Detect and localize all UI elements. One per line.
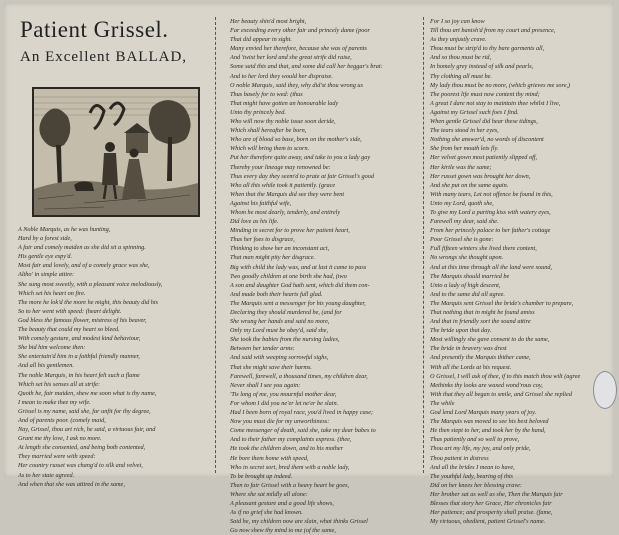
verse-line: O noble Marquis, said they, why did'st thou wrong us xyxy=(230,81,363,89)
verse-line: To be brought up indeed. xyxy=(230,472,293,480)
verse-column-3 xyxy=(430,17,580,526)
verse-line: Unto a lady of high descent, xyxy=(430,281,501,289)
verse-line: When that the Marquis did see they were bent xyxy=(230,190,345,198)
verse-line: The Marquis sent Grissel the bride's chamber to prepare, xyxy=(430,299,574,307)
verse-line: She wrung her hands and said no more, xyxy=(230,318,330,326)
verse-line: Whom he most dearly, tenderly, and entirely xyxy=(230,208,341,216)
verse-line: Between her tender arms: xyxy=(230,345,295,353)
verse-line: And of parents poor. (comely maid, xyxy=(18,416,106,424)
verse-line: Many envied her therefore, because she was of parents xyxy=(230,45,367,53)
verse-line: As to her state agreed. xyxy=(18,471,75,479)
verse-line: And to the same did all agree. xyxy=(430,290,505,298)
verse-line: O Grissel, I will ask of thee, if to this match thou wilt (agree xyxy=(430,372,581,380)
verse-line: Who will now thy noble issue soon deride, xyxy=(230,118,336,126)
verse-line: Against my Grissel such foes I find. xyxy=(430,108,519,116)
verse-line: Had I been born of royal race, you'd lived in happy case; xyxy=(230,409,374,417)
verse-line: 'Tis long of me, you mournful mother dear, xyxy=(230,390,337,398)
verse-line: And made both their hearts full glad. xyxy=(230,290,323,298)
verse-line: Nothing she answer'd, no words of discontent xyxy=(430,136,544,144)
verse-line: To give my Lord a parting kiss with watery eyes, xyxy=(430,208,551,216)
verse-line: And all the brides I mean to have, xyxy=(430,463,515,471)
verse-line: Thou must be strip'd to thy bare garments all, xyxy=(430,45,545,53)
verse-line: Did love as his life. xyxy=(230,218,279,226)
verse-line: Against his faithful wife, xyxy=(230,199,292,207)
verse-line: A Noble Marquis, as he was hunting, xyxy=(18,226,111,233)
ballad-title: Patient Grissel. xyxy=(20,17,169,42)
verse-line: And at this time through all the land were sound, xyxy=(430,263,553,271)
verse-line: That did appear in sight. xyxy=(230,36,292,44)
verse-line: Unto thy princely bed. xyxy=(230,108,286,116)
verse-line: Put her therefore quite away, and take to you a lady gay xyxy=(230,154,371,162)
verse-line: Which will bring them to scorn. xyxy=(230,145,310,153)
column-divider xyxy=(215,17,216,473)
verse-line: He then stept to her, and took her by the hand, xyxy=(430,427,546,435)
verse-line: He bore them home with speed, xyxy=(230,454,309,462)
verse-line: Blesses that story her Grace, Her chronicles fair xyxy=(430,499,552,507)
verse-line: In homely grey instead of silk and pearls, xyxy=(430,63,534,71)
library-stamp xyxy=(593,371,617,409)
verse-line: With comely gesture, and modest kind behaviour, xyxy=(18,335,141,343)
verse-line: My virtuous, obedient, patient Grissel's name. xyxy=(430,518,546,526)
verse-line: And so thou must be rid, xyxy=(430,54,492,62)
verse-line: And when that she was attired in the same, xyxy=(18,480,125,488)
verse-line: And said with weeping sorrowful sighs, xyxy=(230,354,329,362)
verse-line: Come messenger of death, said she, take my dear babes to xyxy=(230,427,376,435)
verse-line: With many tears, Let not offence be found in this, xyxy=(430,190,553,198)
verse-line: And that in friendly sort the sound attire xyxy=(430,318,531,326)
verse-line: Thou art my life, my joy, and only pride, xyxy=(430,445,531,453)
verse-line: Who are of blood so base, born on the mother's side, xyxy=(230,136,362,144)
verse-line: From her princely palace to her father's cottage xyxy=(430,227,551,235)
verse-line: Poor Grissel she is gone: xyxy=(430,236,494,244)
verse-line: Said he, my children now are slain, what thinks Grissel xyxy=(230,518,368,526)
verse-line: They married were with speed: xyxy=(18,453,96,461)
verse-line: Now you must die for my unworthiness: xyxy=(230,418,330,426)
verse-line: Farewell my dear, said she. xyxy=(430,218,499,226)
verse-line: She took the babies from the nursing ladies, xyxy=(230,336,340,344)
verse-line: That she might save their harms. xyxy=(230,363,312,371)
verse-line: Unto my Lord, quoth she, xyxy=(430,199,494,207)
verse-line: A pleasant gesture and a good life shows, xyxy=(230,499,334,507)
verse-line: She bid him welcome then: xyxy=(18,344,86,352)
verse-line: The youthful lady, bearing of this xyxy=(430,472,513,480)
verse-line: At length she consented, and being both contented, xyxy=(18,444,146,452)
verse-line: A fair and comely maiden as she did sit a spinning. xyxy=(18,244,146,252)
verse-column-1 xyxy=(18,225,162,489)
verse-line: Her russet gown was brought her down, xyxy=(430,172,531,180)
verse-line: Her patience; and prosperity shall praise. (fame, xyxy=(430,509,553,517)
verse-line: Quoth he, fair maiden, shew me soon what is thy name, xyxy=(18,389,157,397)
verse-line: Who all this while took it patiently. (grace xyxy=(230,181,336,189)
verse-line: Her velvet gown most patiently slipped off, xyxy=(430,154,538,162)
verse-line: Her country russet was chang'd to silk and velvet, xyxy=(18,462,143,470)
verse-line: Where she sat mildly all alone: xyxy=(230,490,308,498)
verse-line: Who in secret sort, bred them with a noble lady, xyxy=(230,463,350,471)
verse-line: His gentle eye espy'd. xyxy=(18,253,73,261)
verse-line: That might have gotten an honourable lady xyxy=(230,99,339,107)
verse-line: Which set his senses all at strife: xyxy=(18,380,100,388)
verse-line: The bride in bravery was drest xyxy=(430,345,507,353)
verse-line: With that they all began to smile, and Grissel she replied xyxy=(430,390,572,398)
verse-line: He took the children down, and to his mother xyxy=(230,445,344,453)
verse-line: Which shall hereafter be born, xyxy=(230,127,307,135)
verse-line: Her brother sat as well as she, Then the Marquis fair xyxy=(430,490,563,498)
verse-line: Declaring they should murdered be, (and for xyxy=(230,309,342,316)
verse-line: The beauty that could my heart so bleed. xyxy=(18,326,120,334)
verse-line: Most fair and lovely, and of a comely grace was she, xyxy=(18,262,150,270)
verse-line: Thy clothing all must be. xyxy=(430,72,492,80)
verse-line: The while xyxy=(430,399,455,407)
verse-line: Minding in secret for to prove her patient heart, xyxy=(230,227,350,235)
verse-line: Go now shew thy mind to me (of the same, xyxy=(230,527,336,535)
verse-line: Till thou art banish'd from my court and presence, xyxy=(430,27,556,35)
column-divider xyxy=(423,17,424,473)
verse-line: And all his gentlemen. xyxy=(18,362,74,370)
verse-line: Methinks thy looks are waxed wond'rous coy, xyxy=(430,381,543,389)
verse-line: That nothing that in might be found amiss xyxy=(430,309,535,316)
verse-line: Grant me thy love, I ask no more. xyxy=(18,435,102,443)
verse-line: For I so joy can know xyxy=(430,18,485,25)
verse-line: Nay, Grissel, thou art rich, he said, a virtuous fair, and xyxy=(18,426,156,434)
verse-line: Thus basely for to wed: (thus xyxy=(230,90,303,98)
verse-line: Thus her foes to disgrace, xyxy=(230,236,295,244)
verse-line: Grissel is my name, said she, far unfit for thy degree, xyxy=(18,407,151,415)
verse-line: Farewell, farewell, a thousand times, my children dear, xyxy=(230,372,368,380)
verse-line: Thou patient in distress xyxy=(430,454,489,462)
verse-line: The Marquis should married be xyxy=(430,272,510,280)
verse-line: God lend Lord Marquis many years of joy. xyxy=(430,409,537,417)
verse-line: The noble Marquis, in his heart felt such a flame xyxy=(18,371,140,379)
verse-line: Full fifteen winters she lived there content, xyxy=(430,245,537,253)
broadside-sheet xyxy=(4,3,614,535)
woodcut-illustration xyxy=(32,87,200,217)
verse-line: Did on her knees her blessing crave: xyxy=(430,481,522,489)
verse-line: The Marquis sent a messenger for his young daughter, xyxy=(230,299,366,307)
verse-line: The Marquis was moved to see his best beloved xyxy=(430,418,549,426)
verse-line: And to her lord they would her dispraise. xyxy=(230,72,333,80)
verse-line: A son and daughter God hath sent, which did them con- xyxy=(230,281,370,289)
verse-line: She sung most sweetly, with a pleasant voice melodiously, xyxy=(18,280,163,288)
verse-line: So to her went with speed: (heart delight. xyxy=(18,307,122,315)
verse-line: The tears stood in her eyes, xyxy=(430,127,499,135)
verse-line: Hard by a forest side, xyxy=(18,235,72,243)
verse-line: For whom I did you ne'er let ne'er be slain. xyxy=(230,399,339,407)
column-3 xyxy=(430,3,608,526)
verse-column-2 xyxy=(230,17,383,535)
verse-line: When gentle Grissel did hear these tidings, xyxy=(430,118,538,126)
verse-line: With all the Lords at his request. xyxy=(430,363,512,371)
ballad-subtitle: An Excellent BALLAD, xyxy=(20,49,188,65)
verse-line: And presently the Marquis thither came, xyxy=(430,354,531,362)
verse-line: God bless the famous flower, mistress of his beaver, xyxy=(18,316,147,324)
verse-line: Altho' in simple attire: xyxy=(18,271,75,279)
verse-line: Her kirtle was the same; xyxy=(430,163,492,171)
verse-line: And to their father my complaints express. (thee, xyxy=(230,436,352,444)
verse-line: And 'twixt her lord and she great strife did raise, xyxy=(230,54,352,62)
verse-line: The bride upon that day. xyxy=(430,327,492,335)
verse-line: I mean to make thee my wife. xyxy=(18,398,91,406)
verse-line: Which set his heart on fire. xyxy=(18,289,86,297)
column-1 xyxy=(18,3,206,488)
column-2 xyxy=(230,3,415,535)
verse-line: And she put on the same again. xyxy=(430,181,509,189)
verse-line: The poorest life must now content thy mind; xyxy=(430,90,540,98)
verse-line: Then to fair Grissel with a heavy heart he goes, xyxy=(230,481,350,489)
verse-line: Thereby your lineage may renowned be: xyxy=(230,163,331,171)
verse-line: Big with child the lady was, and at last it came to pass xyxy=(230,263,367,271)
verse-line: Thus patiently and so well to prove, xyxy=(430,436,520,444)
verse-line: Most willingly she gave consent to do the same, xyxy=(430,336,550,344)
verse-line: Far exceeding every other fair and princely dame (poor xyxy=(230,27,370,35)
verse-line: The more he lok'd the more he might, this beauty did his xyxy=(18,298,159,306)
verse-line: She from her mouth lets fly. xyxy=(430,145,499,153)
verse-line: A great I dare not stay to maintain thee whilst I live, xyxy=(430,99,561,107)
verse-line: As if no grief she had known. xyxy=(230,509,303,517)
verse-line: Thinking to show her an inconstant act, xyxy=(230,245,330,253)
verse-line: That man might pity her disgrace. xyxy=(230,254,316,262)
verse-line: As they unjustly crave. xyxy=(430,36,487,44)
verse-line: My lady thou must be no more, (which grieves me sore,) xyxy=(430,81,571,89)
verse-line: No wrongs she thought upon. xyxy=(430,254,504,262)
verse-line: She entertain'd him in a faithful friendly manner, xyxy=(18,353,140,361)
verse-line: Some said this and that, and some did call her beggar's brat: xyxy=(230,63,383,71)
woodcut-image xyxy=(34,89,198,215)
verse-line: Her beauty shin'd most bright, xyxy=(230,18,307,25)
verse-line: Two goodly children at one birth she had, (two xyxy=(230,272,347,280)
verse-line: Never shall I see you again: xyxy=(230,381,301,389)
verse-line: Thus every day they seem'd to prate at fair Grissel's good xyxy=(230,172,374,180)
verse-line: Only my Lord must be obey'd, said she, xyxy=(230,327,329,335)
